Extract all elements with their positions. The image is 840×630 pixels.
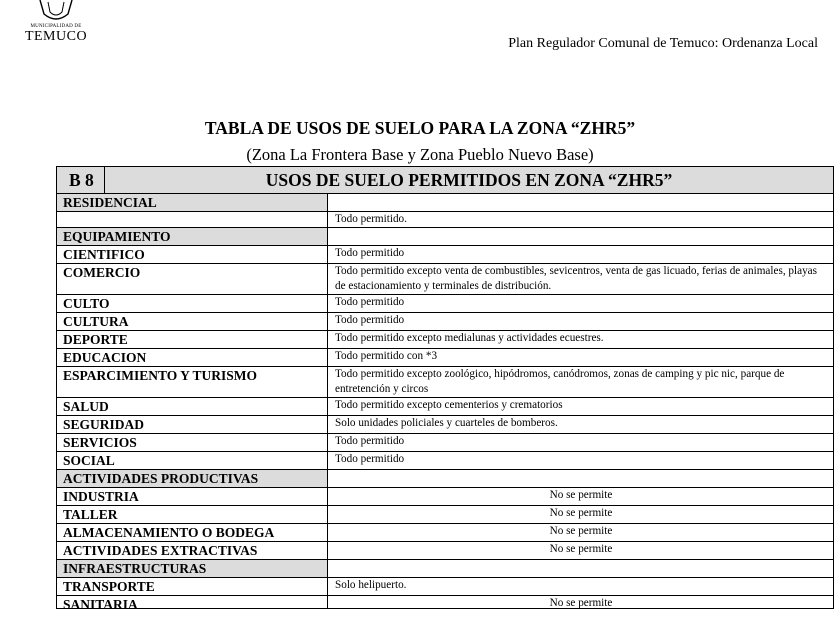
table-row bbox=[57, 488, 833, 506]
use-detail: Todo permitido bbox=[335, 453, 405, 465]
use-label: ACTIVIDADES EXTRACTIVAS bbox=[57, 542, 328, 559]
table-row bbox=[57, 434, 833, 452]
use-label: RESIDENCIAL bbox=[57, 194, 328, 211]
table-row bbox=[57, 524, 833, 542]
use-detail: Todo permitido bbox=[335, 314, 405, 326]
use-label: CULTO bbox=[57, 295, 328, 312]
table-row bbox=[57, 367, 833, 398]
use-detail: No se permite bbox=[549, 525, 613, 537]
category-row bbox=[57, 228, 833, 246]
table-row bbox=[57, 578, 833, 596]
use-label: ESPARCIMIENTO Y TURISMO bbox=[57, 367, 328, 397]
use-label: EDUCACION bbox=[57, 349, 328, 366]
use-detail: Todo permitido con *3 bbox=[335, 350, 438, 362]
use-label: CULTURA bbox=[57, 313, 328, 330]
use-label: SOCIAL bbox=[57, 452, 328, 469]
use-detail: Todo permitido bbox=[335, 296, 405, 308]
table-body bbox=[57, 194, 833, 609]
municipality-logo bbox=[14, 0, 98, 48]
use-label: SERVICIOS bbox=[57, 434, 328, 451]
use-label: TRANSPORTE bbox=[57, 578, 328, 595]
use-label: EQUIPAMIENTO bbox=[57, 228, 328, 245]
table-row bbox=[57, 331, 833, 349]
use-detail: Todo permitido excepto medialunas y actividades ecuestres. bbox=[335, 332, 604, 344]
use-detail: Solo unidades policiales y cuarteles de bomberos. bbox=[335, 417, 558, 429]
use-detail: Solo helipuerto. bbox=[335, 579, 407, 591]
use-detail: Todo permitido excepto zoológico, hipódromos, canódromos, zonas de camping y pic nic, parque de entretención y circos bbox=[335, 368, 785, 395]
table-row bbox=[57, 398, 833, 416]
page-subtitle: (Zona La Frontera Base y Zona Pueblo Nuevo Base) bbox=[246, 145, 594, 164]
table-row bbox=[57, 212, 833, 228]
use-detail: No se permite bbox=[549, 597, 613, 609]
table-row bbox=[57, 246, 833, 264]
table-row bbox=[57, 295, 833, 313]
use-detail: Todo permitido excepto venta de combustibles, sevicentros, venta de gas licuado, ferias de animales, playas de estacionamiento y terminales de distribución. bbox=[335, 265, 817, 292]
use-label: SANITARIA bbox=[57, 596, 328, 608]
land-use-table bbox=[56, 166, 834, 609]
logo-city: TEMUCO bbox=[24, 29, 88, 44]
table-code: B 8 bbox=[57, 167, 105, 193]
use-detail: Todo permitido excepto cementerios y crematorios bbox=[335, 399, 563, 411]
use-detail: No se permite bbox=[549, 489, 613, 501]
use-label: INFRAESTRUCTURAS bbox=[57, 560, 328, 577]
use-label: ALMACENAMIENTO O BODEGA bbox=[57, 524, 328, 541]
table-heading: USOS DE SUELO PERMITIDOS EN ZONA “ZHR5” bbox=[265, 170, 673, 190]
use-detail bbox=[328, 560, 833, 577]
use-detail bbox=[328, 194, 833, 211]
table-row bbox=[57, 264, 833, 295]
use-label: ACTIVIDADES PRODUCTIVAS bbox=[57, 470, 328, 487]
use-label: COMERCIO bbox=[57, 264, 328, 294]
table-row bbox=[57, 349, 833, 367]
table-heading-bar bbox=[57, 167, 833, 194]
logo-caption: MUNICIPALIDAD DE bbox=[30, 24, 82, 29]
table-row bbox=[57, 542, 833, 560]
use-label: CIENTIFICO bbox=[57, 246, 328, 263]
use-detail bbox=[328, 470, 833, 487]
category-row bbox=[57, 470, 833, 488]
use-detail: Todo permitido bbox=[335, 247, 405, 259]
use-label: SEGURIDAD bbox=[57, 416, 328, 433]
use-label: DEPORTE bbox=[57, 331, 328, 348]
use-detail: No se permite bbox=[549, 543, 613, 555]
use-label bbox=[57, 212, 328, 227]
table-row bbox=[57, 452, 833, 470]
use-label: SALUD bbox=[57, 398, 328, 415]
category-row bbox=[57, 194, 833, 212]
use-detail: No se permite bbox=[549, 507, 613, 519]
document-header: Plan Regulador Comunal de Temuco: Ordenanza Local bbox=[508, 36, 818, 51]
use-detail: Todo permitido. bbox=[335, 213, 407, 225]
use-detail: Todo permitido bbox=[335, 435, 405, 447]
table-row bbox=[57, 596, 833, 609]
page-title: TABLA DE USOS DE SUELO PARA LA ZONA “ZHR5” bbox=[204, 118, 636, 138]
use-label: TALLER bbox=[57, 506, 328, 523]
category-row bbox=[57, 560, 833, 578]
table-row bbox=[57, 313, 833, 331]
use-label: INDUSTRIA bbox=[57, 488, 328, 505]
table-row bbox=[57, 416, 833, 434]
coat-of-arms-icon bbox=[36, 0, 76, 24]
use-detail bbox=[328, 228, 833, 245]
table-row bbox=[57, 506, 833, 524]
